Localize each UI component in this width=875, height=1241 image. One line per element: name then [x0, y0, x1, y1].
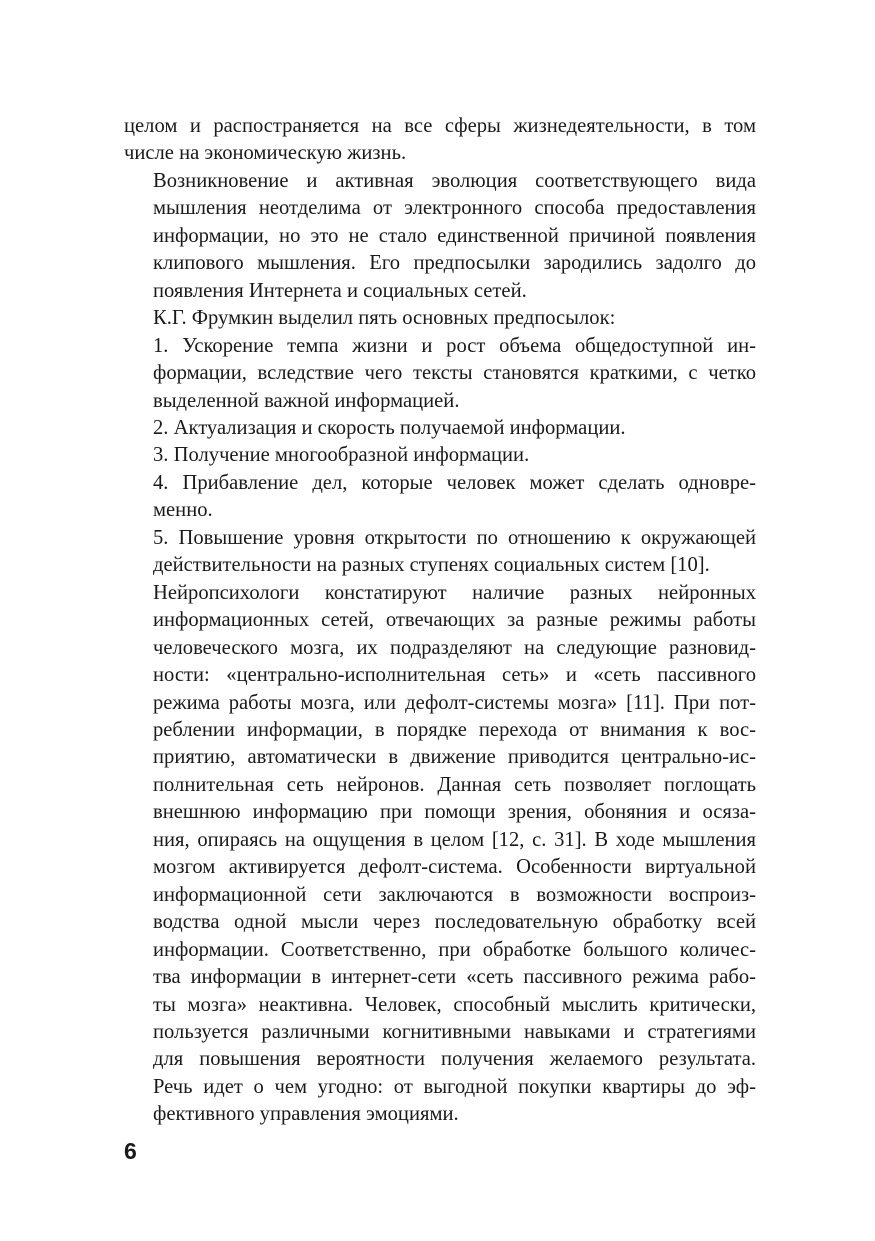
text-line: приятию, автоматически в движение приводится центрально-ис-	[153, 746, 756, 769]
text-line: 4. Прибавление дел, которые человек может сделать одновре-	[153, 471, 756, 494]
text-line: мышления неотделима от электронного способа предоставления	[153, 197, 756, 220]
text-line: полнительная сеть нейронов. Данная сеть позволяет поглощать	[153, 773, 756, 796]
text-line: реблении информации, в порядке перехода от внимания к вос-	[153, 718, 756, 741]
text-line: действительности на разных ступенях социальных систем [10].	[153, 554, 710, 577]
paragraph-neuropsychology	[124, 580, 756, 1129]
text-line: человеческого мозга, их подразделяют на следующие разновид-	[153, 636, 756, 659]
text-line: целом и распостраняется на все сферы жизнедеятельности, в том	[124, 115, 756, 137]
text-line: пользуется различными когнитивными навыками и стратегиями	[153, 1020, 756, 1043]
list-item-4	[124, 470, 756, 525]
text-line: появления Интернета и социальных сетей.	[153, 279, 527, 302]
text-line: 1. Ускорение темпа жизни и рост объема общедоступной ин-	[153, 334, 756, 357]
text-line: водства одной мысли через последовательную обработку всей	[153, 911, 756, 934]
text-line: ния, опираясь на ощущения в целом [12, с. 31]. В ходе мышления	[153, 828, 756, 851]
text-line: числе на экономическую жизнь.	[124, 142, 407, 165]
text-line: 2. Актуализация и скорость получаемой информации.	[153, 416, 626, 439]
text-line: 3. Получение многообразной информации.	[153, 444, 530, 467]
page-body	[124, 113, 756, 1129]
text-line: информационных сетей, отвечающих за разные режимы работы	[153, 609, 756, 632]
text-line: Нейропсихологи констатируют наличие разных нейронных	[153, 581, 756, 604]
paragraph-frumkin-intro	[124, 305, 756, 332]
text-line: выделенной важной информацией.	[153, 389, 460, 412]
text-line: ности: «центрально-исполнительная сеть» и «сеть пассивного	[153, 664, 756, 687]
text-line: ты мозга» неактивна. Человек, способный мыслить критически,	[153, 993, 756, 1016]
list-item-5	[124, 525, 756, 580]
text-line: информационной сети заключаются в возможности воспроиз-	[153, 883, 756, 906]
text-line: клипового мышления. Его предпосылки зародились задолго до	[153, 252, 756, 275]
text-line: режима работы мозга, или дефолт-системы мозга» [11]. При пот-	[153, 691, 756, 714]
text-line: внешнюю информацию при помощи зрения, обоняния и осяза-	[153, 801, 756, 824]
text-line: формации, вследствие чего тексты становятся краткими, с четко	[153, 362, 756, 385]
text-line: Возникновение и активная эволюция соответствующего вида	[153, 169, 756, 192]
text-line: информации. Соответственно, при обработке большого количес-	[153, 938, 756, 961]
paragraph-continuation	[124, 113, 756, 168]
text-line: фективного управления эмоциями.	[153, 1103, 459, 1126]
text-line: тва информации в интернет-сети «сеть пассивного режима рабо-	[153, 966, 756, 989]
text-line: для повышения вероятности получения желаемого результата.	[153, 1048, 756, 1071]
list-item-3	[124, 442, 756, 469]
text-line: 5. Повышение уровня открытости по отношению к окружающей	[153, 526, 756, 549]
text-line: Речь идет о чем угодно: от выгодной покупки квартиры до эф-	[153, 1075, 756, 1098]
text-line: К.Г. Фрумкин выделил пять основных предпосылок:	[153, 307, 616, 330]
text-line: мозгом активируется дефолт-система. Особенности виртуальной	[153, 856, 756, 879]
text-line: менно.	[153, 499, 213, 522]
list-item-1	[124, 333, 756, 415]
text-line: информации, но это не стало единственной причиной появления	[153, 224, 756, 247]
list-item-2	[124, 415, 756, 442]
paragraph-clip-thinking-origin	[124, 168, 756, 305]
page-number: 6	[124, 1138, 137, 1164]
